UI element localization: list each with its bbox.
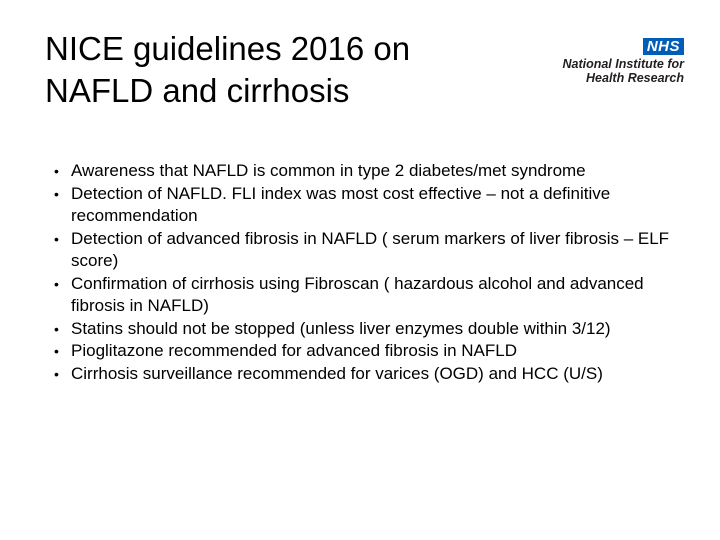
slide-title-line-2: NAFLD and cirrhosis	[45, 72, 350, 109]
slide-title	[45, 28, 515, 112]
bullet-icon: •	[54, 275, 59, 292]
bullet-icon: •	[54, 343, 59, 359]
bullet-icon: •	[54, 365, 59, 382]
bullet-icon: •	[54, 230, 59, 247]
bullet-text: Pioglitazone recommended for advanced fibrosis in NAFLD	[71, 341, 518, 360]
logo-text-line-2: Health Research	[586, 71, 684, 85]
bullet-text: Cirrhosis surveillance recommended for varices (OGD) and HCC (U/S)	[71, 363, 603, 383]
bullet-item	[54, 340, 679, 363]
bullet-item	[54, 228, 679, 273]
bullet-item	[54, 363, 679, 386]
bullet-item	[54, 183, 679, 228]
bullet-icon: •	[54, 163, 59, 179]
slide-title-line-1: NICE guidelines 2016 on	[45, 30, 411, 67]
bullet-item	[54, 160, 679, 183]
bullet-text: Awareness that NAFLD is common in type 2 diabetes/met syndrome	[71, 161, 586, 180]
bullet-text: Detection of advanced fibrosis in NAFLD ( serum markers of liver fibrosis – ELF score)	[71, 228, 670, 270]
bullet-text: Confirmation of cirrhosis using Fibroscan ( hazardous alcohol and advanced fibrosis in NAFLD)	[71, 273, 644, 315]
bullet-icon: •	[54, 320, 59, 337]
bullet-text: Statins should not be stopped (unless liver enzymes double within 3/12)	[71, 318, 611, 338]
logo-text-line-1: National Institute for	[562, 57, 684, 71]
bullet-text: Detection of NAFLD. FLI index was most cost effective – not a definitive recommendation	[71, 183, 611, 225]
bullet-list	[54, 160, 679, 385]
bullet-item	[54, 273, 679, 318]
nhs-logo-badge: NHS	[643, 38, 684, 55]
bullet-icon: •	[54, 185, 59, 202]
bullet-item	[54, 318, 679, 341]
nihr-logo	[544, 38, 684, 88]
